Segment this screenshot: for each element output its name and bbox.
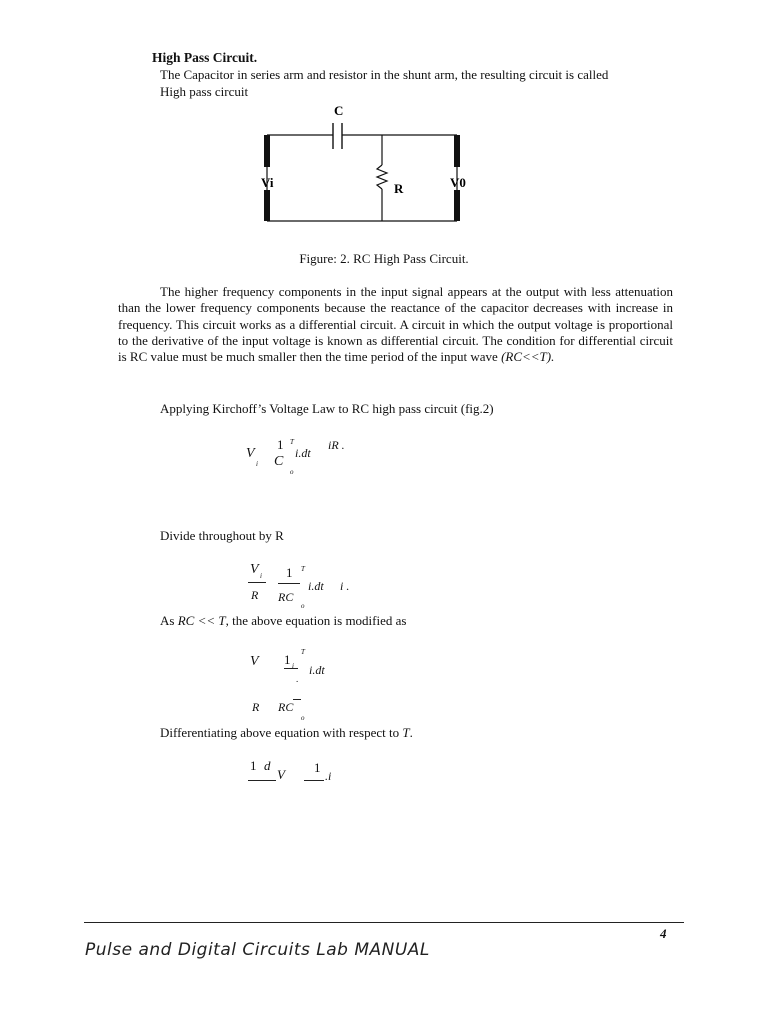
eq3-dot: . (296, 674, 299, 684)
input-voltage-label: Vi (261, 175, 274, 190)
eq2-i: i . (340, 579, 350, 593)
divide-line: Divide throughout by R (160, 528, 284, 543)
eq3-rc: RC (278, 700, 294, 714)
eq1-upper-limit: T (290, 438, 294, 446)
equation-kvl (246, 436, 386, 481)
eq4-one-b: 1 (314, 760, 321, 775)
output-terminal-top (454, 135, 460, 167)
figure-caption: Figure: 2. RC High Pass Circuit. (299, 251, 469, 266)
eq3-lower-limit: o (301, 714, 305, 722)
eq2-v: V (250, 562, 259, 577)
section-title: High Pass Circuit. (152, 50, 258, 65)
eq4-d: d (264, 758, 271, 773)
eq3-upper-limit: T (301, 648, 305, 656)
as-line-pre: As (160, 613, 178, 628)
as-line-condition: RC << T (177, 613, 226, 628)
as-line (160, 613, 406, 629)
eq2-fraction-bar-left (248, 582, 266, 583)
eq4-i: .i (325, 769, 332, 783)
diff-line (160, 725, 413, 741)
eq2-lower-limit: o (301, 602, 305, 610)
input-terminal-top (264, 135, 270, 167)
eq4-one-a: 1 (250, 758, 257, 773)
eq3-c-bar (293, 699, 301, 700)
output-terminal-bottom (454, 190, 460, 221)
body-paragraph-text: The higher frequency components in the input signal appears at the output with less attenuation than the lower frequency components because the reactance of the capacitor decreases with increase in frequency. This circuit works as a differential circuit. A circuit in which the output voltage is proportional to the derivative of the input voltage is known as differential circuit. The condition for differential circuit is RC value must be much smaller then the time period of the input wave (118, 284, 673, 365)
eq1-ir: iR . (328, 438, 345, 452)
intro-line-2: High pass circuit (160, 84, 249, 99)
as-line-post: , the above equation is modified as (225, 613, 407, 628)
rc-high-pass-circuit-diagram (250, 100, 480, 230)
resistor-zigzag (377, 165, 387, 189)
body-paragraph (118, 284, 673, 365)
eq1-v: V (246, 446, 255, 461)
equation-divided (248, 562, 388, 610)
eq4-fraction-bar-left (248, 780, 276, 781)
eq1-v-sub: i (256, 460, 258, 468)
page-number: 4 (660, 926, 667, 941)
intro-text (160, 66, 660, 100)
output-voltage-label: V0 (450, 175, 466, 190)
eq4-v: V (277, 767, 285, 782)
eq2-rc: RC (278, 590, 294, 604)
eq1-one: 1 (277, 437, 284, 452)
diff-line-var: T (402, 725, 410, 740)
eq1-lower-limit: o (290, 468, 294, 476)
eq3-one: 1 (284, 652, 291, 667)
equation-modified (248, 648, 388, 723)
eq2-fraction-bar-right (278, 583, 300, 584)
eq1-idt: i.dt (295, 446, 311, 460)
diff-line-post: . (409, 725, 413, 740)
eq3-v: V (250, 654, 259, 669)
capacitor-label: C (334, 103, 344, 118)
eq3-r: R (252, 700, 260, 714)
eq2-v-sub: i (260, 572, 262, 580)
input-terminal-bottom (264, 190, 270, 221)
footer-title: Pulse and Digital Circuits Lab MANUAL (85, 940, 430, 960)
footer-divider (84, 922, 684, 923)
diff-line-pre: Differentiating above equation with respect to (160, 725, 403, 740)
eq3-idt: i.dt (309, 663, 325, 677)
eq3-i-small: i (292, 662, 294, 670)
eq2-upper-limit: T (301, 565, 305, 573)
eq2-idt: i.dt (308, 579, 324, 593)
eq2-r: R (251, 588, 259, 602)
eq1-c: C (274, 454, 284, 469)
kvl-line: Applying Kirchoff’s Voltage Law to RC high pass circuit (fig.2) (160, 401, 494, 416)
equation-differentiated (248, 758, 368, 788)
intro-line-1: The Capacitor in series arm and resistor in the shunt arm, the resulting circuit is called (160, 67, 609, 82)
eq2-one: 1 (286, 565, 293, 580)
body-paragraph-condition: (RC<<T). (501, 349, 555, 365)
eq4-fraction-bar-right (304, 780, 324, 781)
resistor-label: R (394, 181, 404, 196)
eq3-fraction-bar (284, 668, 298, 669)
